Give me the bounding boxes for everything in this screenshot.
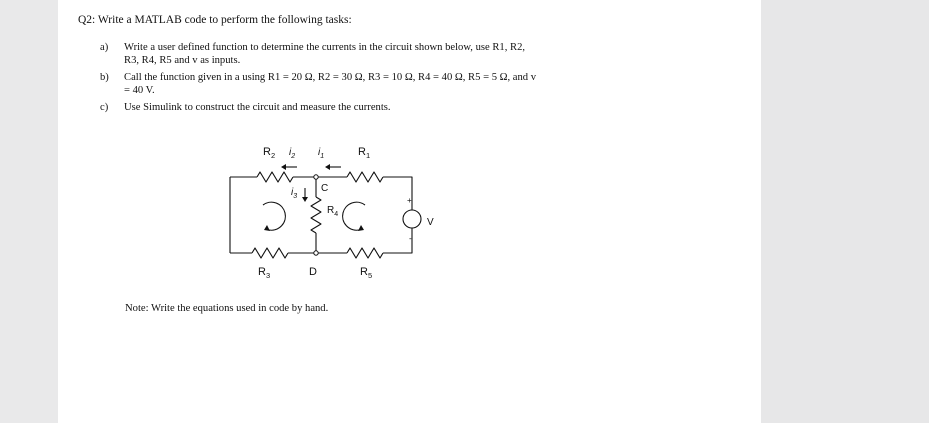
task-marker: b)	[100, 72, 109, 83]
task-line: Write a user defined function to determine the currents in the circuit shown below, use R1, R2,	[124, 42, 526, 53]
resistor-r4	[311, 197, 321, 233]
r3-label: $R_3$	[258, 266, 271, 280]
voltage-source	[403, 210, 421, 228]
wire	[383, 177, 412, 210]
source-plus-label: +	[407, 196, 412, 205]
source-v-label: V	[427, 217, 434, 228]
mesh-current-right	[343, 202, 365, 230]
resistor-r3	[252, 248, 288, 258]
i1-label: $i_1$	[318, 147, 325, 160]
resistor-r1	[347, 172, 383, 182]
resistor-r5	[347, 248, 383, 258]
task-line: Use Simulink to construct the circuit and measure the currents.	[124, 102, 391, 113]
i2-label: $i_2$	[289, 147, 296, 160]
circuit-diagram	[197, 137, 457, 285]
node-c	[314, 175, 318, 179]
node-c-label: C	[321, 183, 329, 194]
question-title: Q2: Write a MATLAB code to perform the following tasks:	[78, 14, 352, 26]
node-d-label: D	[309, 266, 317, 278]
i3-label: $i_3$	[291, 187, 298, 200]
wire	[383, 228, 412, 253]
source-minus-label: -	[409, 234, 412, 243]
node-d	[314, 251, 318, 255]
mesh-current-left	[263, 202, 285, 230]
viewer-background	[761, 0, 929, 423]
task-line: R3, R4, R5 and v as inputs.	[124, 54, 241, 66]
r5-label: $R_5$	[360, 266, 373, 280]
resistor-r2	[257, 172, 293, 182]
task-marker: a)	[100, 42, 109, 53]
task-line: = 40 V.	[124, 84, 155, 96]
r4-label: $R_4$	[327, 205, 339, 218]
note-text: Note: Write the equations used in code by hand.	[125, 303, 329, 314]
r2-label: $R_2$	[263, 146, 276, 160]
task-line: Call the function given in a using R1 = 20 Ω, R2 = 30 Ω, R3 = 10 Ω, R4 = 40 Ω, R5 = 5 Ω, and v	[124, 72, 537, 83]
r1-label: $R_1$	[358, 146, 371, 160]
task-marker: c)	[100, 102, 109, 113]
